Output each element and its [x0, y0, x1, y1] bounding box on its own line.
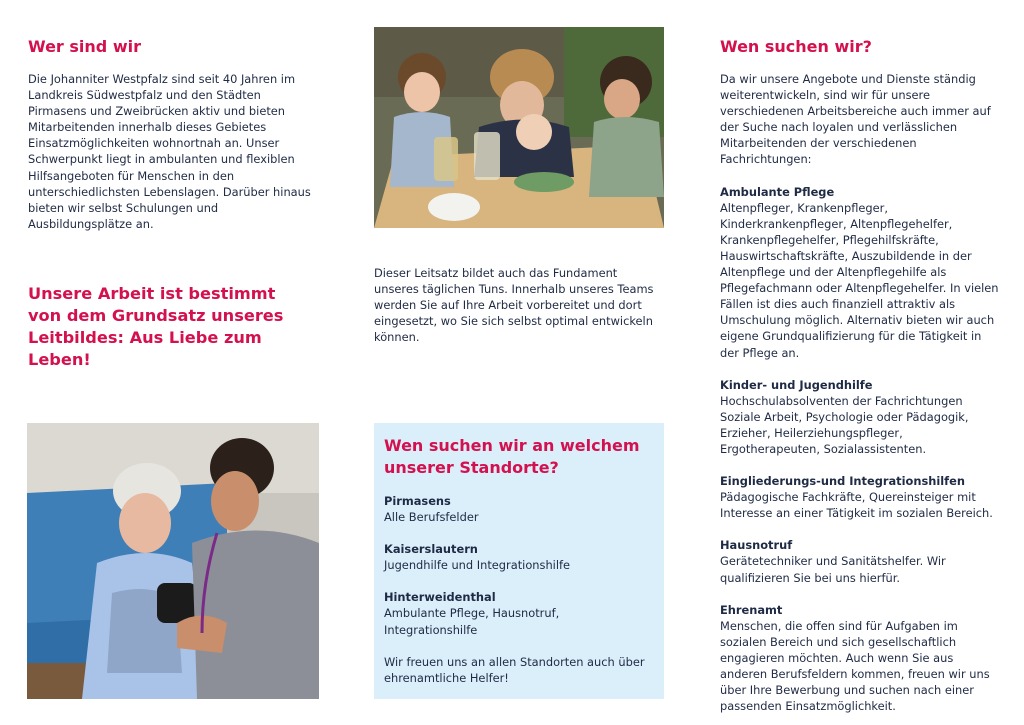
volunteer-note: Wir freuen uns an allen Standorten auch über ehrenamtliche Helfer! — [384, 654, 645, 685]
heading-who-we-are: Wer sind wir — [28, 37, 141, 56]
area-title: Eingliederungs-und Integrationshilfen — [720, 474, 965, 489]
motto-line-1: Unsere Arbeit ist bestimmt — [28, 284, 276, 303]
area-title: Ambulante Pflege — [720, 184, 835, 199]
photo-kindergarten — [374, 27, 664, 228]
area-text: Gerätetechniker und Sanitätshelfer. Wir qualifizieren Sie bei uns hierfür. — [720, 554, 946, 585]
motto-line-3: Leitbildes: Aus Liebe zum Leben! — [28, 328, 262, 369]
location-name: Pirmasens — [384, 494, 451, 508]
area-text: Hochschulabsolventen der Fachrichtungen Soziale Arbeit, Psychologie oder Pädagogik, Erzieher, Heilerziehungspfleger, Ergotherapeuten, Sozialassistenten. — [720, 393, 969, 456]
area-text: Menschen, die offen sind für Aufgaben im sozialen Bereich und sich gesellschaftlich engagieren möchten. Auch wenn Sie aus anderen Berufsfeldern kommen, freuen wir uns über Ihre Bewerbung und suchen nach einer passenden Einsatzmöglichkeit. — [720, 618, 990, 714]
intro-who-we-seek: Da wir unsere Angebote und Dienste ständig weiterentwickeln, sind wir für unsere verschiedenen Arbeitsbereiche auch immer auf der Suche nach loyalen und verlässlichen Mitarbeitenden der verschiedenen Fachrichtungen: — [720, 72, 991, 167]
location-name: Hinterweidenthal — [384, 590, 496, 605]
location-desc: Alle Berufsfelder — [384, 510, 479, 525]
location-item — [384, 493, 654, 525]
photo-kindergarten-image — [374, 27, 664, 228]
photo-caregiver-senior-image — [27, 423, 319, 699]
area-item — [720, 377, 1002, 457]
location-list — [384, 493, 654, 686]
photo-caregiver-senior — [27, 423, 319, 699]
column-motto-text — [374, 265, 664, 345]
area-item — [720, 473, 1002, 521]
column-who-we-seek — [720, 37, 1002, 714]
column-who-we-are — [28, 37, 318, 232]
area-text: Altenpfleger, Krankenpfleger, Kinderkrankenpfleger, Altenpflegehelfer, Krankenpflegehelfer, Pflegehilfskräfte, Hauswirtschaftskräfte, Auszubildende in der Altenpflege und der Altenpflegehilfe als Pflegefachmann oder Altenpflegehelfer. In vielen Fällen ist dies auch finanziell attraktiv als Umschulung möglich. Alternativ bieten wir auch eigene Grundqualifizierung für die Tätigkeit in der Pflege an. — [720, 200, 999, 360]
intro-who-we-are: Die Johanniter Westpfalz sind seit 40 Jahren im Landkreis Südwestpfalz und den Städten Pirmasens und Zweibrücken aktiv und bieten Mitarbeitenden innerhalb dieses Gebietes Einsatzmöglichkeiten wohnortnah an. Unser Schwerpunkt liegt in ambulanten und flexiblen Hilfsangeboten für Menschen in den unterschiedlichsten Lebenslagen. Darüber hinaus bieten wir selbst Schulungen und Ausbildungsplätze an. — [28, 72, 311, 231]
motto-explanation: Dieser Leitsatz bildet auch das Fundament unseres täglichen Tuns. Innerhalb unseres Teams werden Sie auf Ihre Arbeit vorbereitet und dort eingesetzt, wo Sie sich selbst optimal entwickeln können. — [374, 266, 654, 345]
location-name: Kaiserslautern — [384, 542, 478, 557]
area-title: Hausnotruf — [720, 538, 793, 553]
locations-heading: Wen suchen wir an welchem unserer Standorte? — [384, 436, 640, 477]
motto-highlight — [28, 283, 328, 371]
location-desc: Ambulante Pflege, Hausnotruf, Integrationshilfe — [384, 606, 560, 637]
area-item — [720, 602, 1002, 715]
locations-box — [374, 423, 664, 699]
motto-line-2: von dem Grundsatz unseres — [28, 306, 284, 325]
location-item — [384, 541, 654, 573]
area-item — [720, 184, 1002, 361]
heading-who-we-seek: Wen suchen wir? — [720, 37, 872, 56]
area-title: Kinder- und Jugendhilfe — [720, 377, 873, 392]
location-item — [384, 589, 654, 637]
area-title: Ehrenamt — [720, 602, 783, 617]
area-text: Pädagogische Fachkräfte, Quereinsteiger mit Interesse an einer Tätigkeit im sozialen Bereich. — [720, 490, 993, 521]
location-desc: Jugendhilfe und Integrationshilfe — [384, 558, 571, 573]
area-item — [720, 537, 1002, 585]
